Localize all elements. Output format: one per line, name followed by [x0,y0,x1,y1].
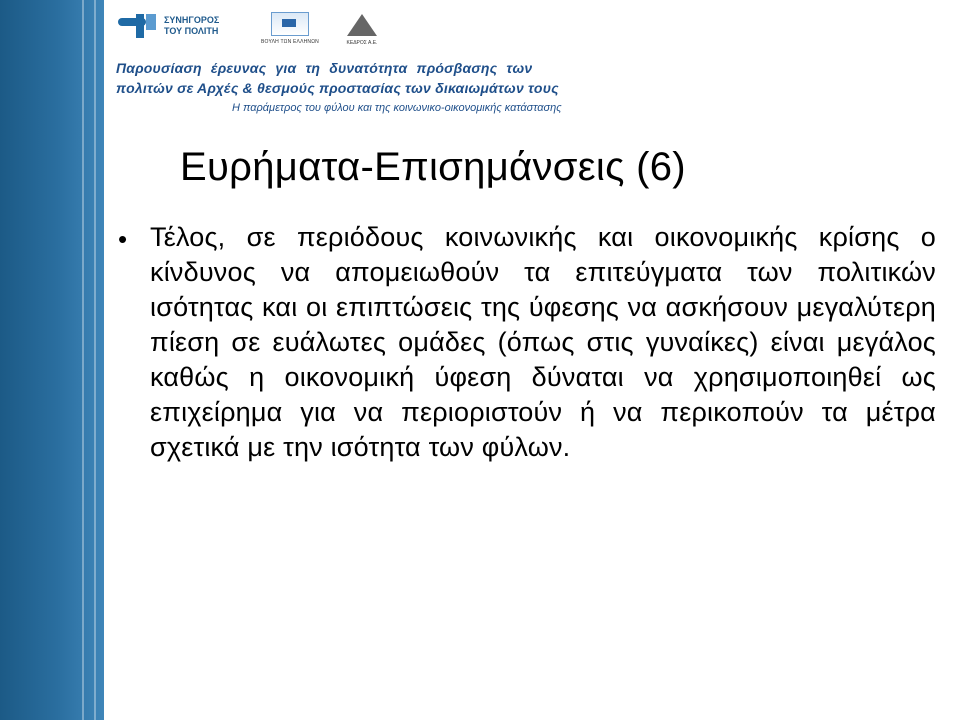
banner-subtitle: Η παράμετρος του φύλου και της κοινωνικο-οικονομικής κατάστασης [232,102,562,114]
ombudsman-line2: ΤΟΥ ΠΟΛΙΤΗ [164,26,219,36]
header-logos [110,0,400,55]
ombudsman-logo-text [164,15,219,37]
parliament-logo-icon [271,12,309,36]
ombudsman-line1: ΣΥΝΗΓΟΡΟΣ [164,15,220,25]
banner-line1: Παρουσίαση έρευνας για τη δυνατότητα πρόσβασης των [116,60,533,76]
parliament-logo [260,12,320,45]
banner-line2: πολιτών σε Αρχές & θεσμούς προστασίας των δικαιωμάτων τους [116,80,559,96]
kedros-logo-icon [347,14,377,36]
parliament-logo-text: ΒΟΥΛΗ ΤΩΝ ΕΛΛΗΝΩΝ [261,39,319,45]
research-banner [110,58,660,120]
band-stripe [82,0,84,720]
bullet-text: Τέλος, σε περιόδους κοινωνικής και οικονομικής κρίσης ο κίνδυνος να απομειωθούν τα επιτεύγματα των πολιτικών ισότητας και οι επιπτώσεις της ύφεσης να ασκήσουν μεγαλύτερη πίεση σε ευάλωτες ομάδες (όπως στις γυναίκες) είναι μεγάλος καθώς η οικονομική ύφεση δύναται να χρησιμοποιηθεί ως επιχείρημα για να περιοριστούν ή να περικοπούν τα μέτρα σχετικά με την ισότητα των φύλων. [150,222,936,462]
left-decorative-band [0,0,104,720]
ombudsman-logo [118,14,219,38]
ombudsman-logo-icon [118,14,158,38]
bullet-icon: • [118,224,128,254]
kedros-logo-text: ΚΕΔΡΟΣ Α.Ε. [346,40,378,46]
kedros-logo [342,14,382,46]
band-stripe [94,0,96,720]
slide-title: Ευρήματα-Επισημάνσεις (6) [180,145,686,189]
